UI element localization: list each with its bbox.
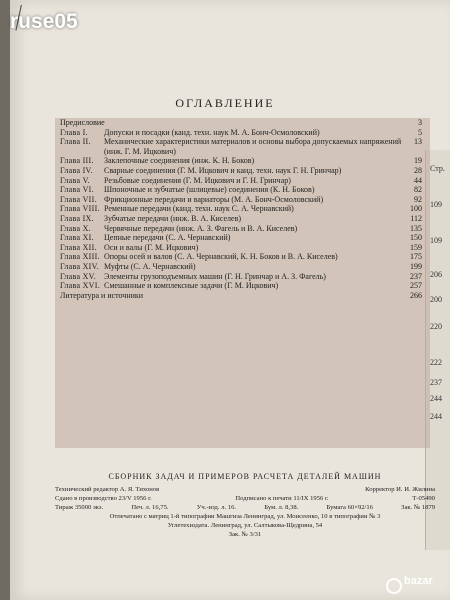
toc-chapter-number: Глава XVI. bbox=[60, 281, 101, 291]
imprint-edit-sheets: Уч.-изд. л. 16. bbox=[196, 504, 237, 511]
adjacent-page-number: 206 bbox=[430, 270, 442, 279]
toc-chapter-title: Механические характеристики материалов и основы выбора допускаемых напряжений (инж. Г. М. Ицкович) bbox=[104, 137, 402, 156]
toc-entry bbox=[60, 128, 422, 138]
toc-page-number: 159 bbox=[410, 242, 422, 252]
toc-entry bbox=[60, 118, 422, 128]
adjacent-page-number: 220 bbox=[430, 322, 442, 331]
toc-entry bbox=[60, 156, 422, 166]
toc-entry bbox=[60, 233, 422, 243]
toc-entry bbox=[60, 185, 422, 195]
toc-chapter-title: Муфты (С. А. Чернавский) bbox=[104, 261, 196, 271]
toc-chapter-number: Глава X. bbox=[60, 223, 91, 233]
toc-chapter-number: Глава XIV. bbox=[60, 261, 99, 271]
imprint-paper-sheets: Бум. л. 8,38. bbox=[264, 504, 299, 511]
toc-page-number: 112 bbox=[410, 213, 422, 223]
toc-entry bbox=[60, 195, 422, 205]
toc-entry bbox=[60, 262, 422, 272]
adjacent-page-number: 244 bbox=[430, 412, 442, 421]
toc-chapter-title: Смешанные и комплексные задачи (Г. М. Ицкович) bbox=[104, 281, 279, 291]
toc-entry bbox=[60, 204, 422, 214]
toc-chapter-title: Опоры осей и валов (С. А. Чернавский, К. Н. Боков и В. А. Киселев) bbox=[104, 252, 338, 262]
toc-chapter-number: Глава VIII. bbox=[60, 204, 100, 214]
toc-entry bbox=[60, 243, 422, 253]
toc-chapter-title: Ременные передачи (канд. техн. наук С. А. Чернавский) bbox=[104, 204, 294, 214]
toc-chapter-number: Глава XI. bbox=[60, 233, 94, 243]
imprint-code: Т-05490 bbox=[412, 495, 435, 502]
adjacent-page-number: 222 bbox=[430, 358, 442, 367]
toc-page-number: 19 bbox=[414, 156, 422, 166]
logo-icon bbox=[386, 578, 402, 594]
adjacent-page-number: 244 bbox=[430, 394, 442, 403]
imprint-printer-address: Углетехиздата. Ленинград, ул. Салтыкова-Щедрина, 54 bbox=[167, 522, 323, 529]
toc-entry bbox=[60, 214, 422, 224]
toc-chapter-number: Глава IV. bbox=[60, 165, 93, 175]
toc-entry bbox=[60, 272, 422, 282]
toc-page-number: 175 bbox=[410, 252, 422, 262]
toc-chapter-number: Глава XIII. bbox=[60, 252, 100, 262]
imprint bbox=[55, 472, 435, 539]
toc-chapter-number: Глава V. bbox=[60, 175, 90, 185]
toc-page-number: 199 bbox=[410, 261, 422, 271]
logo-text: bazar bbox=[404, 575, 433, 587]
imprint-date-sent: Сдано в производство 23/V 1956 г. bbox=[55, 495, 152, 502]
toc-page-number: 44 bbox=[414, 175, 422, 185]
toc-chapter-title: Литература и источники bbox=[60, 290, 144, 300]
toc-page-number: 82 bbox=[414, 185, 422, 195]
toc-chapter-title: Оси и валы (Г. М. Ицкович) bbox=[104, 242, 199, 252]
watermark: ruse05 bbox=[10, 10, 78, 33]
imprint-order-number: Зак. № 3/31 bbox=[228, 531, 262, 538]
toc-chapter-title: Резьбовые соединения (Г. М. Ицкович и Г. Н. Гринчар) bbox=[104, 175, 291, 185]
toc-entry bbox=[60, 281, 422, 291]
imprint-paper-format: Бумага 60×92/16 bbox=[326, 504, 373, 511]
adjacent-page-number: 109 bbox=[430, 200, 442, 209]
toc-page-number: 150 bbox=[410, 233, 422, 243]
toc-page-number: 5 bbox=[418, 127, 422, 137]
imprint-printer: Отпечатано с матриц 1-й типографии Машгиза Ленинград, ул. Моисеенко, 10 в типографии № 3 bbox=[109, 513, 381, 520]
toc-chapter-title: Сварные соединения (Г. М. Ицкович и канд. техн. наук Г. Н. Гринчар) bbox=[104, 165, 342, 175]
toc-chapter-number: Глава II. bbox=[60, 137, 91, 147]
toc-chapter-title: Заклепочные соединения (инж. К. Н. Боков) bbox=[104, 156, 255, 166]
imprint-print-run: Тираж 35000 экз. bbox=[55, 504, 104, 511]
toc-chapter-number: Глава XII. bbox=[60, 242, 97, 252]
toc-chapter-title: Шпоночные и зубчатые (шлицевые) соединения (К. Н. Боков) bbox=[104, 185, 315, 195]
adjacent-page-header: Стр. bbox=[430, 164, 445, 173]
adjacent-page-number: 237 bbox=[430, 378, 442, 387]
toc-entry bbox=[60, 176, 422, 186]
toc-chapter-number: Глава VI. bbox=[60, 185, 94, 195]
adjacent-page-number: 200 bbox=[430, 295, 442, 304]
toc-chapter-number: Глава III. bbox=[60, 156, 94, 166]
toc-entry bbox=[60, 291, 422, 301]
toc-chapter-title: Элементы грузоподъемных машин (Г. Н. Гринчар и А. З. Фагель) bbox=[104, 271, 326, 281]
imprint-date-signed: Подписано к печати 11/IX 1956 г. bbox=[235, 495, 329, 502]
toc-chapter-number: Глава XV. bbox=[60, 271, 97, 281]
toc-chapter-number: Глава I. bbox=[60, 127, 88, 137]
toc-chapter-title: Червячные передачи (инж. А. З. Фагель и В. А. Киселев) bbox=[104, 223, 298, 233]
toc-entry bbox=[60, 166, 422, 176]
toc-entry bbox=[60, 252, 422, 262]
imprint-print-sheets: Печ. л. 16,75. bbox=[131, 504, 169, 511]
toc-chapter-title: Фрикционные передачи и вариаторы (М. А. Бонч-Осмоловский) bbox=[104, 194, 324, 204]
toc-page-number: 13 bbox=[414, 137, 422, 147]
toc-page-number: 92 bbox=[414, 194, 422, 204]
toc-page-number: 266 bbox=[410, 290, 422, 300]
toc-entry bbox=[60, 137, 422, 156]
toc-page-number: 100 bbox=[410, 204, 422, 214]
imprint-order: Зак. № 1879 bbox=[401, 504, 435, 511]
toc-page-number: 135 bbox=[410, 223, 422, 233]
toc-page-number: 28 bbox=[414, 165, 422, 175]
toc-title: ОГЛАВЛЕНИЕ bbox=[175, 96, 275, 110]
toc-list bbox=[60, 118, 422, 300]
toc-chapter-title: Допуски и посадки (канд. техн. наук М. А. Бонч-Осмоловский) bbox=[104, 127, 320, 137]
toc-chapter-number: Глава VII. bbox=[60, 194, 97, 204]
toc-chapter-title: Цепные передачи (С. А. Чернавский) bbox=[104, 233, 231, 243]
toc-chapter-title: Зубчатые передачи (инж. В. А. Киселев) bbox=[104, 213, 242, 223]
adjacent-page-number: 109 bbox=[430, 236, 442, 245]
imprint-book-title: СБОРНИК ЗАДАЧ И ПРИМЕРОВ РАСЧЕТА ДЕТАЛЕЙ МАШИН bbox=[108, 472, 382, 481]
toc-page-number: 257 bbox=[410, 281, 422, 291]
toc-page-number: 3 bbox=[418, 118, 422, 127]
tech-editor: Технический редактор А. Я. Тихонов bbox=[55, 486, 160, 493]
toc-chapter-title: Предисловие bbox=[60, 118, 105, 127]
toc-entry bbox=[60, 224, 422, 234]
toc-page-number: 237 bbox=[410, 271, 422, 281]
corrector: Корректор И. И. Жилина bbox=[365, 486, 435, 493]
toc-chapter-number: Глава IX. bbox=[60, 213, 94, 223]
